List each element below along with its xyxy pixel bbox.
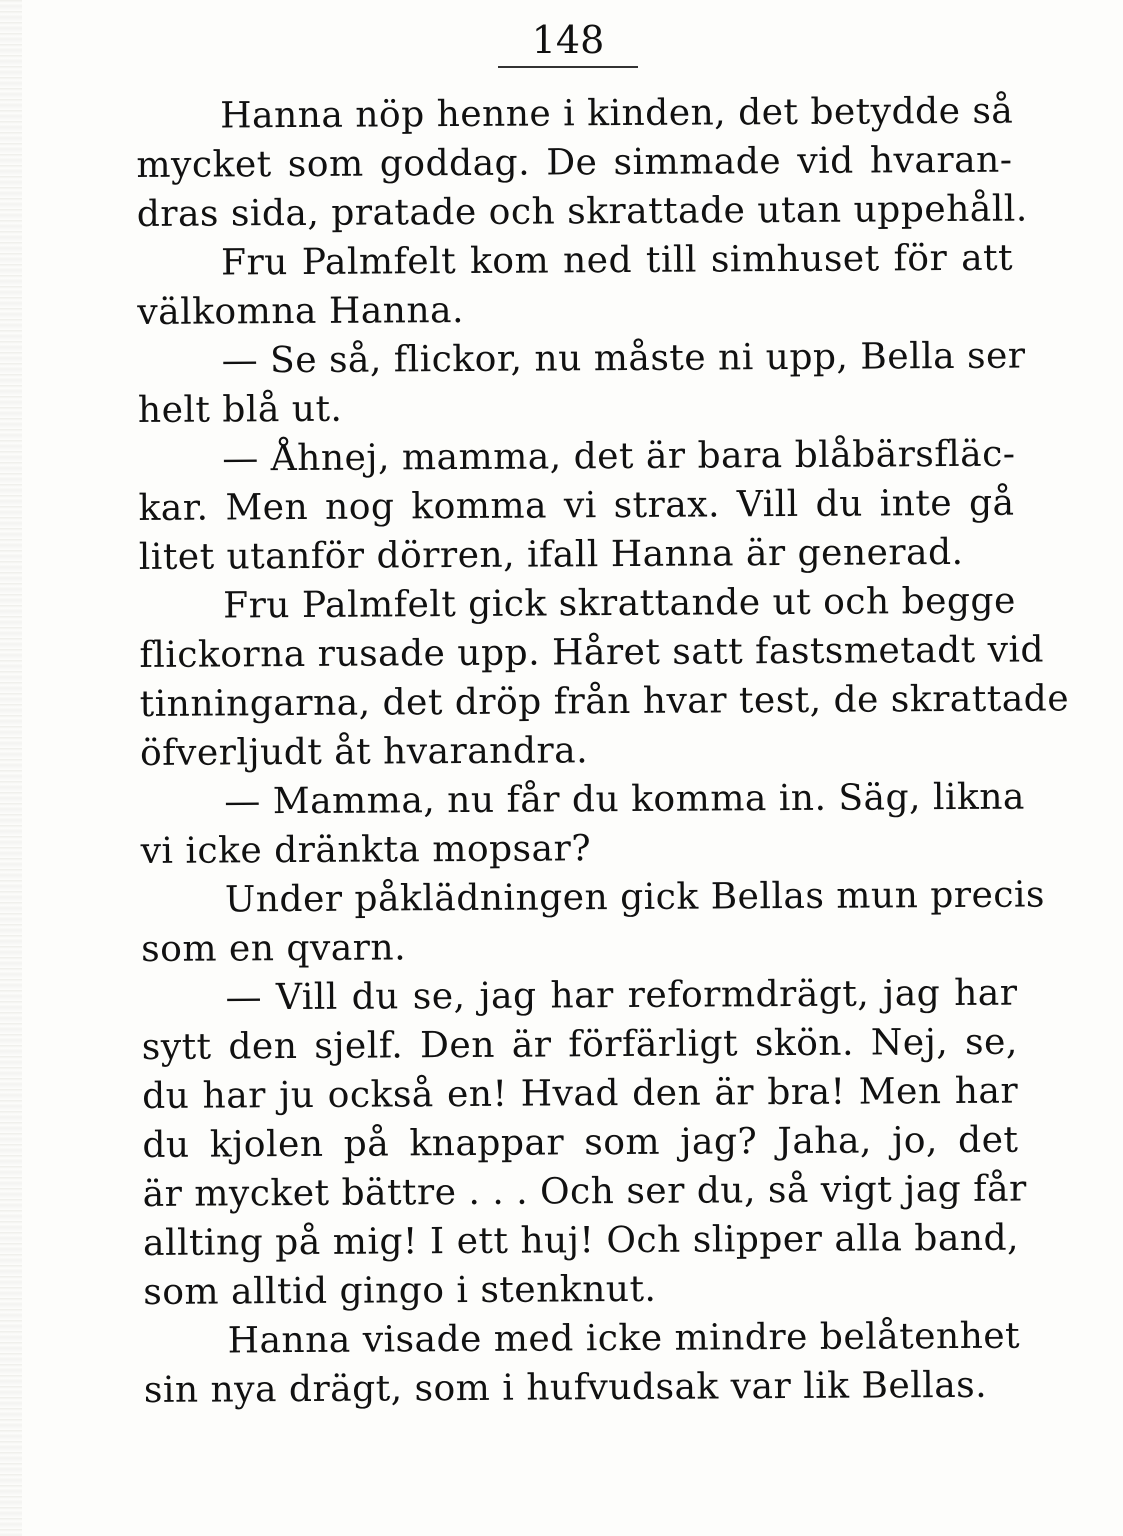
text-line: du har ju också en! Hvad den är bra! Men har — [142, 1070, 1019, 1117]
text-line: som en qvarn. — [141, 927, 407, 970]
text-line: — Vill du se, jag har reformdrägt, jag har — [225, 972, 1018, 1019]
text-line: som alltid gingo i stenknut. — [143, 1268, 657, 1313]
text-line: Fru Palmfelt kom ned till simhuset för att — [220, 237, 1014, 284]
text-line: öfverljudt åt hvarandra. — [139, 730, 589, 774]
text-line: är mycket bättre . . . Och ser du, så vigt jag får — [142, 1168, 1027, 1215]
text-line: du kjolen på knappar som jag? Jaha, jo, det — [142, 1119, 1019, 1166]
text-line: välkomna Hanna. — [137, 290, 465, 333]
text-line: — Åhnej, mamma, det är bara blåbärsfläc- — [222, 433, 1016, 480]
text-line: sytt den sjelf. Den är förfärligt skön. Nej, se, — [141, 1021, 1018, 1068]
page-edge-shadow — [0, 0, 22, 1536]
text-line: flickorna rusade upp. Håret satt fastsmetadt vid — [139, 629, 1045, 676]
text-line: Hanna visade med icke mindre belåtenhet — [227, 1315, 1021, 1362]
text-line: — Mamma, nu får du komma in. Säg, likna — [224, 776, 1026, 823]
page-number-rule — [498, 66, 638, 68]
text-line: sin nya drägt, som i hufvudsak var lik Bellas. — [143, 1364, 988, 1411]
text-line: vi icke dränkta mopsar? — [140, 828, 592, 872]
page-number: 148 — [531, 18, 605, 62]
text-line: kar. Men nog komma vi strax. Vill du inte gå — [138, 482, 1015, 529]
text-line: helt blå ut. — [137, 388, 343, 431]
text-line: tinningarna, det dröp från hvar test, de skrattade — [139, 678, 1070, 725]
text-line: — Se så, flickor, nu måste ni upp, Bella ser — [221, 335, 1026, 382]
text-line: Fru Palmfelt gick skrattande ut och begge — [223, 580, 1016, 627]
body-text — [136, 87, 1070, 1415]
text-line: mycket som goddag. De simmade vid hvaran- — [136, 139, 1013, 186]
text-line: Under påklädningen gick Bellas mun precis — [224, 874, 1046, 921]
text-line: dras sida, pratade och skrattade utan uppehåll. — [136, 188, 1028, 235]
text-line: allting på mig! I ett huj! Och slipper alla band, — [142, 1217, 1020, 1264]
text-line: litet utanför dörren, ifall Hanna är generad. — [138, 531, 964, 578]
text-line: Hanna nöp henne i kinden, det betydde så — [220, 90, 1014, 137]
